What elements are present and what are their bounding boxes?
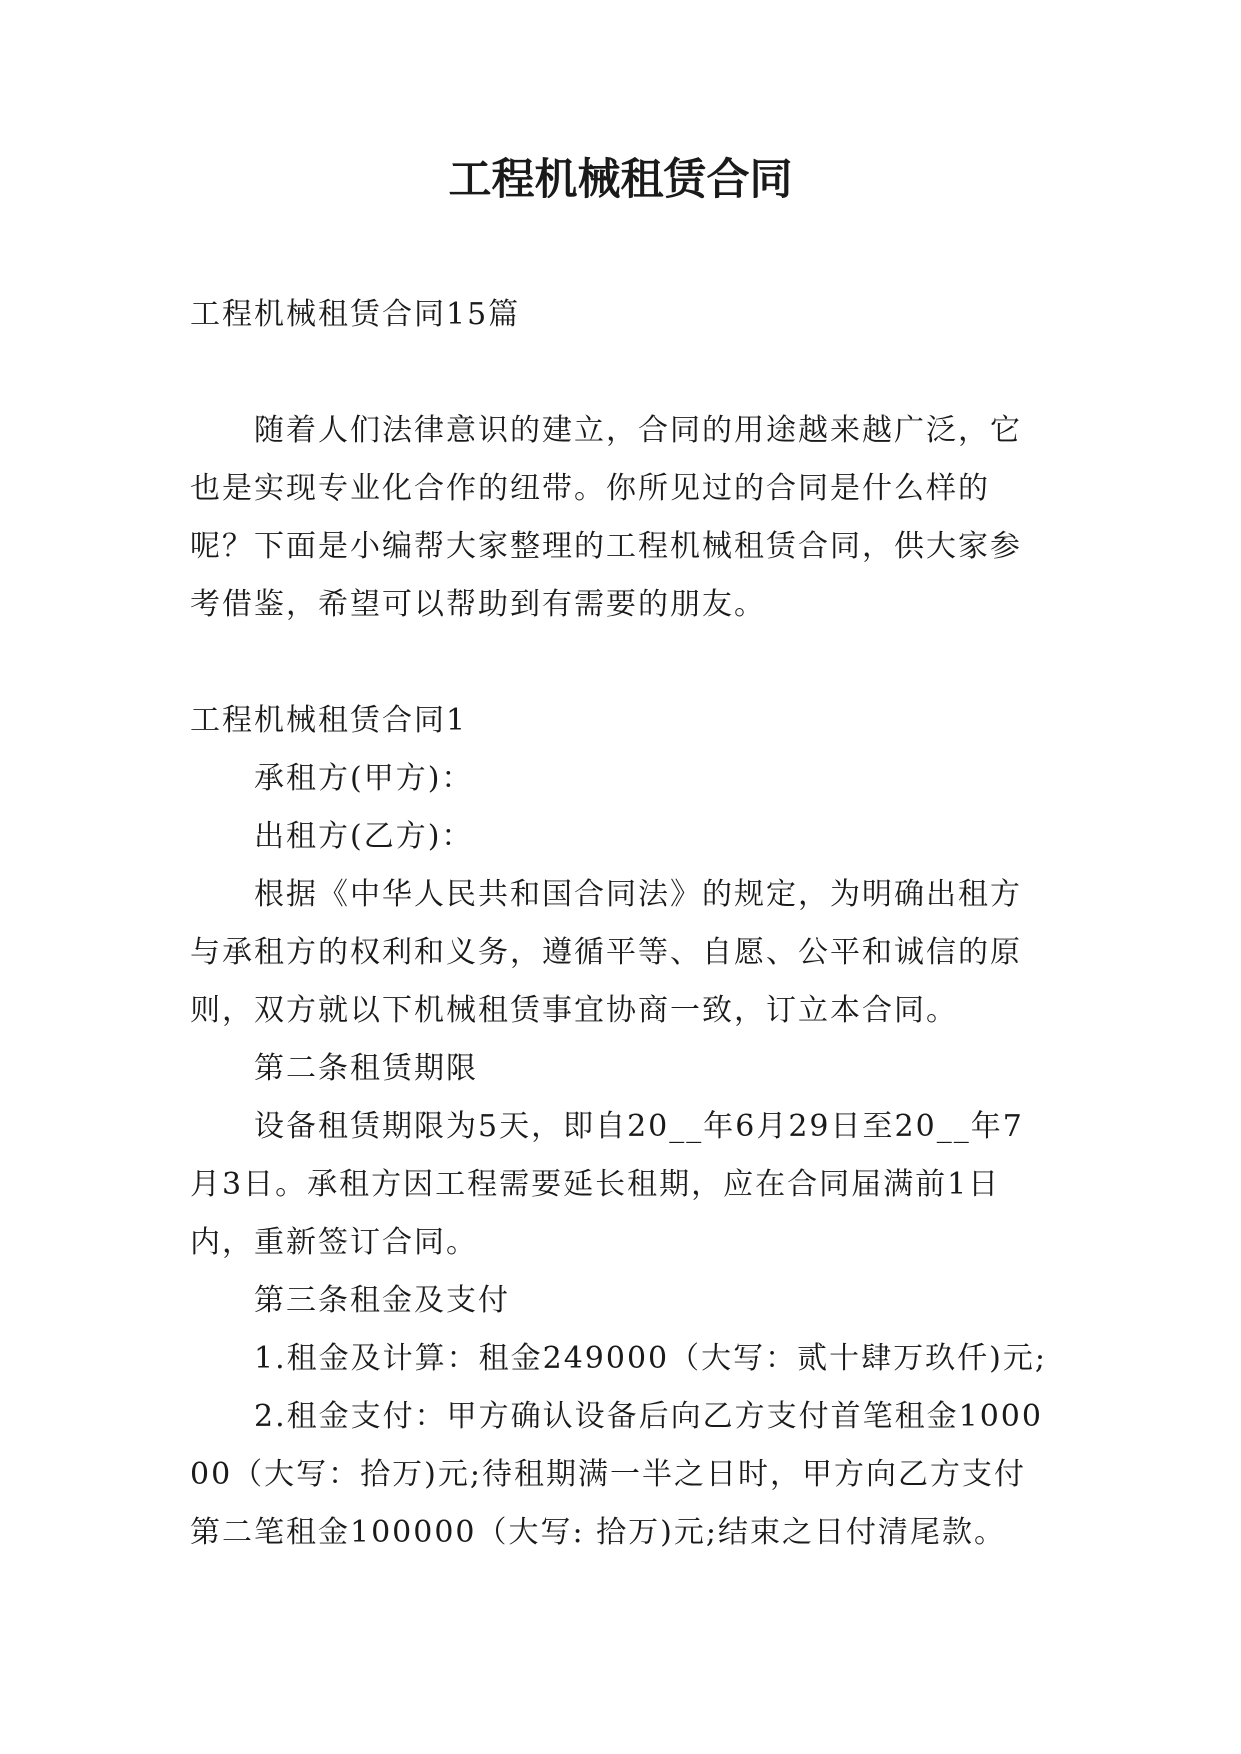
document-subtitle: 工程机械租赁合同15篇 — [190, 297, 521, 332]
article2-paragraph: 设备租赁期限为5天，即自20__年6月29日至20__年7月3日。承租方因工程需要延长租期，应在合同届满前1日内，重新签订合同。 — [190, 1109, 1024, 1260]
article2-heading: 第二条租赁期限 — [254, 1051, 478, 1086]
article3-heading: 第三条租金及支付 — [254, 1283, 510, 1318]
preamble-paragraph: 根据《中华人民共和国合同法》的规定，为明确出租方与承租方的权利和义务，遵循平等、自愿、公平和诚信的原则，双方就以下机械租赁事宜协商一致，订立本合同。 — [190, 877, 1022, 1028]
section-heading: 工程机械租赁合同1 — [190, 703, 468, 738]
document-title: 工程机械租赁合同 — [448, 155, 793, 205]
lessor-line: 出租方(乙方)： — [254, 819, 474, 854]
article3-item-1: 1.租金及计算：租金249000（大写：贰十肆万玖仟)元; — [254, 1341, 1047, 1376]
intro-paragraph: 随着人们法律意识的建立，合同的用途越来越广泛，它也是实现专业化合作的纽带。你所见过的合同是什么样的呢？下面是小编帮大家整理的工程机械租赁合同，供大家参考借鉴，希望可以帮助到有需要的朋友。 — [190, 413, 1022, 622]
lessee-line: 承租方(甲方)： — [254, 761, 474, 796]
document-body — [190, 286, 1050, 1562]
article3-item-2: 2.租金支付：甲方确认设备后向乙方支付首笔租金100000（大写：拾万)元;待租期满一半之日时，甲方向乙方支付第二笔租金100000（大写: 拾万)元;结束之日付清尾款。 — [190, 1399, 1043, 1550]
